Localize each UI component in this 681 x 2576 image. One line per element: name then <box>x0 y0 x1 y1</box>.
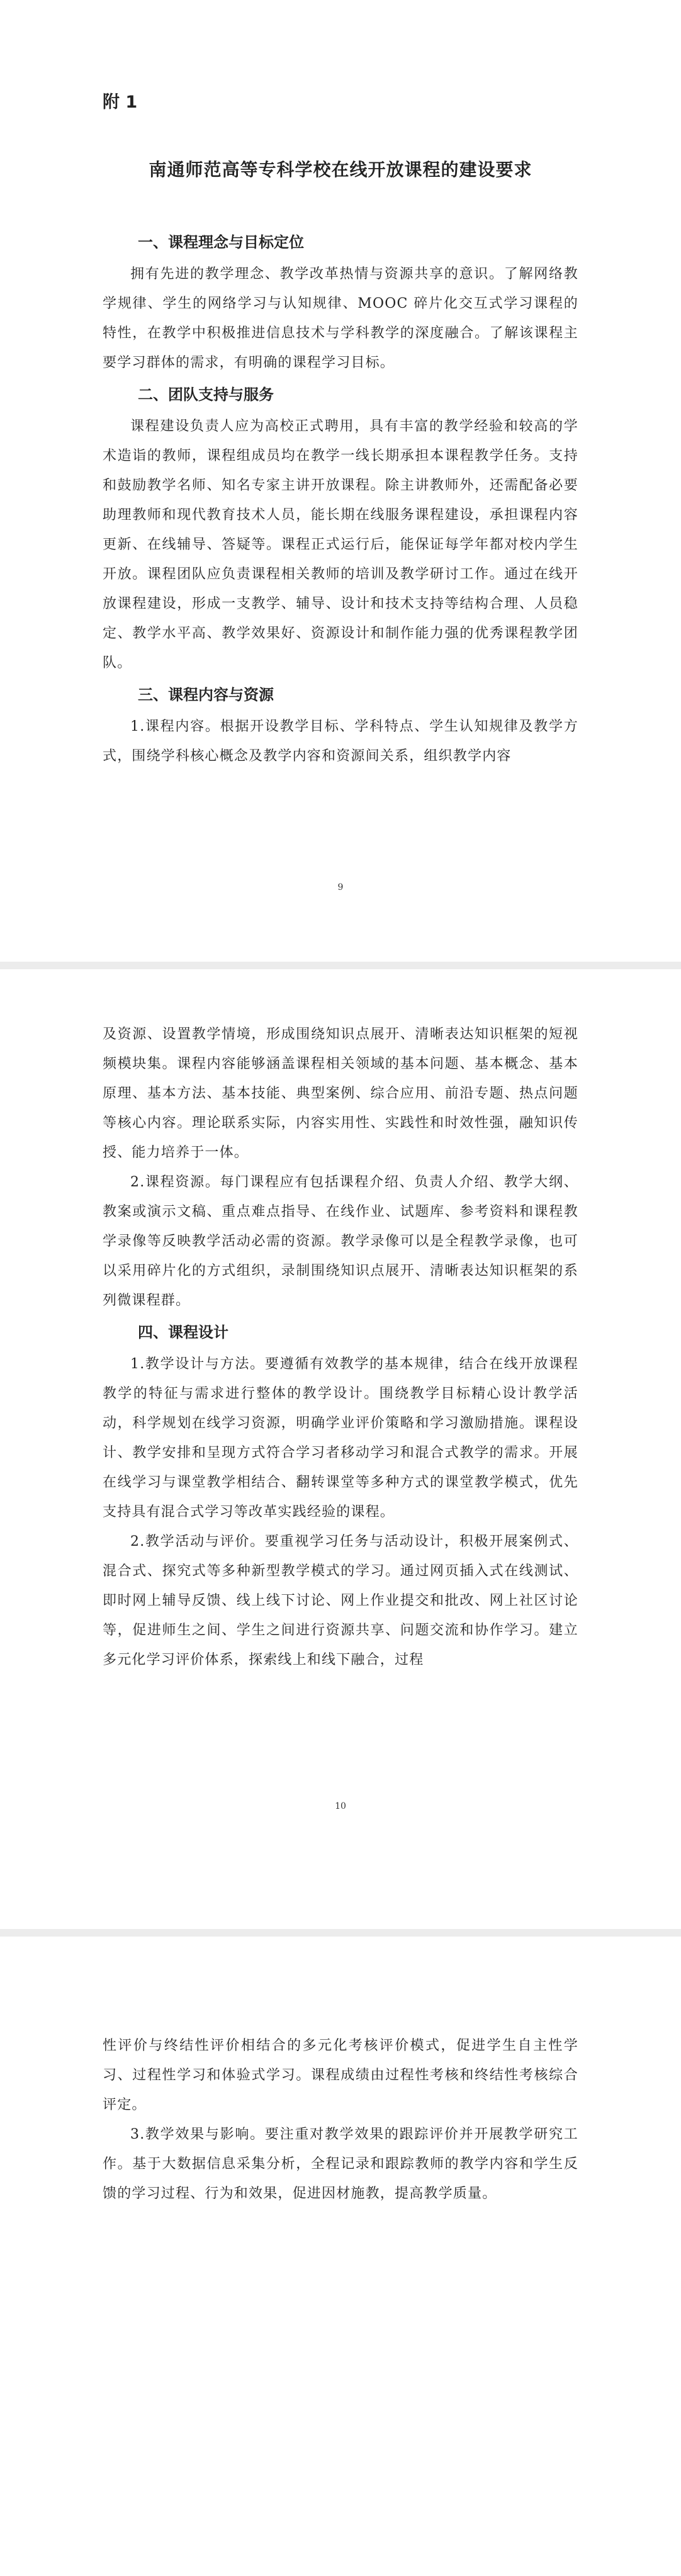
section-heading-2: 二、团队支持与服务 <box>138 386 274 403</box>
attachment-label: 附 1 <box>103 93 138 112</box>
page-number: 9 <box>337 882 344 892</box>
paragraph: 1.课程内容。根据开设教学目标、学科特点、学生认知规律及教学方式，围绕学科核心概念及教学内容和资源间关系，组织教学内容 <box>103 719 578 764</box>
page-3-body <box>103 2031 578 2208</box>
paragraph: 1.教学设计与方法。要遵循有效教学的基本规律，结合在线开放课程教学的特征与需求进行整体的教学设计。围绕教学目标精心设计教学活动，科学规划在线学习资源，明确学业评价策略和学习激励措施。课程设计、教学安排和呈现方式符合学习者移动学习和混合式教学的需求。开展在线学习与课堂教学相结合、翻转课堂等多种方式的课堂教学模式，优先支持具有混合式学习等改革实践经验的课程。 <box>103 1356 578 1520</box>
continued-paragraph: 性评价与终结性评价相结合的多元化考核评价模式，促进学生自主性学习、过程性学习和体验式学习。课程成绩由过程性考核和终结性考核综合评定。 <box>103 2038 578 2113</box>
page-2-body <box>103 1020 578 1675</box>
page-1-body <box>103 225 578 771</box>
paragraph: 2.课程资源。每门课程应有包括课程介绍、负责人介绍、教学大纲、教案或演示文稿、重点难点指导、在线作业、试题库、参考资料和课程教学录像等反映教学活动必需的资源。教学录像可以是全程教学录像，也可以采用碎片化的方式组织，录制围绕知识点展开、清晰表达知识框架的系列微课程群。 <box>103 1174 578 1308</box>
paragraph: 3.教学效果与影响。要注重对教学效果的跟踪评价并开展教学研究工作。基于大数据信息采集分析，全程记录和跟踪教师的教学内容和学生反馈的学习过程、行为和效果，促进因材施教，提高教学质量。 <box>103 2127 578 2202</box>
page-number: 10 <box>335 1801 346 1811</box>
paragraph: 2.教学活动与评价。要重视学习任务与活动设计，积极开展案例式、混合式、探究式等多种新型教学模式的学习。通过网页插入式在线测试、即时网上辅导反馈、线上线下讨论、网上作业提交和批改、网上社区讨论等，促进师生之间、学生之间进行资源共享、问题交流和协作学习。建立多元化学习评价体系，探索线上和线下融合，过程 <box>103 1534 578 1668</box>
section-heading-3: 三、课程内容与资源 <box>138 686 274 704</box>
attachment-label-block <box>103 88 578 113</box>
document-page-2 <box>0 969 681 1929</box>
paragraph: 拥有先进的教学理念、教学改革热情与资源共享的意识。了解网络教学规律、学生的网络学习与认知规律、MOOC 碎片化交互式学习课程的特性，在教学中积极推进信息技术与学科教学的深度融合。了解该课程主要学习群体的需求，有明确的课程学习目标。 <box>103 266 578 371</box>
paragraph: 课程建设负责人应为高校正式聘用，具有丰富的教学经验和较高的学术造诣的教师，课程组成员均在教学一线长期承担本课程教学任务。支持和鼓励教学名师、知名专家主讲开放课程。除主讲教师外，还需配备必要助理教师和现代教育技术人员，能长期在线服务课程建设，承担课程内容更新、在线辅导、答疑等。课程正式运行后，能保证每学年都对校内学生开放。课程团队应负责课程相关教师的培训及教学研讨工作。通过在线开放课程建设，形成一支教学、辅导、设计和技术支持等结构合理、人员稳定、教学水平高、教学效果好、资源设计和制作能力强的优秀课程教学团队。 <box>103 419 578 671</box>
section-heading-1: 一、课程理念与目标定位 <box>138 233 304 251</box>
document-page-1 <box>0 0 681 962</box>
title-block <box>103 156 578 181</box>
document-page-3 <box>0 1937 681 2576</box>
continued-paragraph: 及资源、设置教学情境，形成围绕知识点展开、清晰表达知识框架的短视频模块集。课程内容能够涵盖课程相关领域的基本问题、基本概念、基本原理、基本方法、基本技能、典型案例、综合应用、前沿专题、热点问题等核心内容。理论联系实际，内容实用性、实践性和时效性强，融知识传授、能力培养于一体。 <box>103 1026 578 1161</box>
section-heading-4: 四、课程设计 <box>138 1324 228 1341</box>
document-title: 南通师范高等专科学校在线开放课程的建设要求 <box>149 159 532 180</box>
